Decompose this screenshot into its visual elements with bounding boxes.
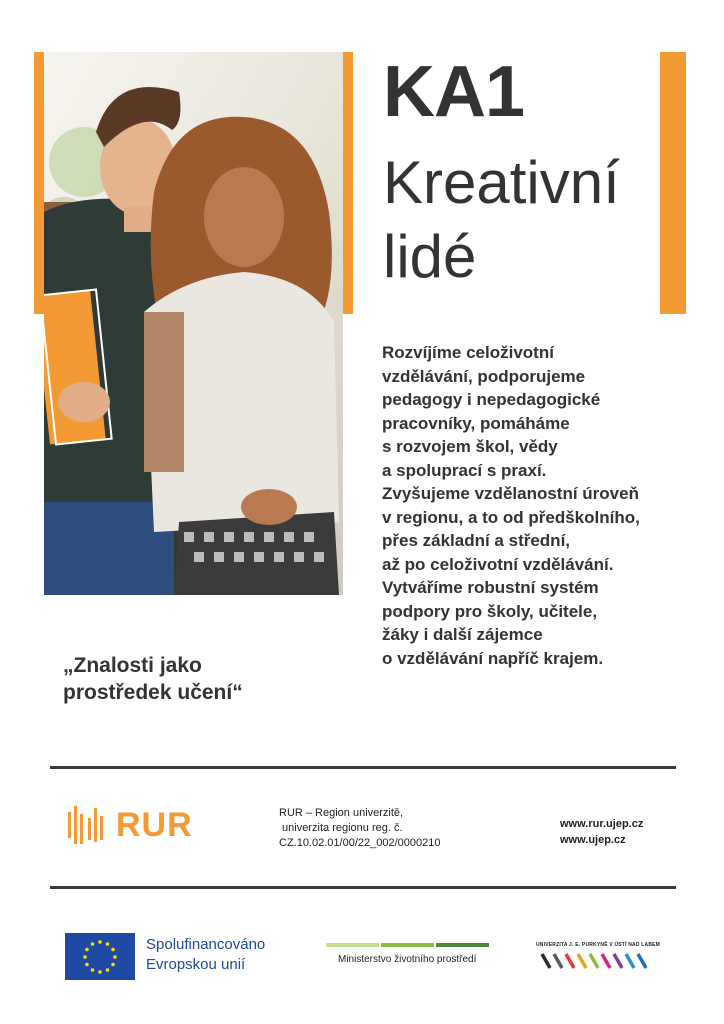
description-line: a spoluprací s praxí. — [382, 460, 547, 480]
two-students-photo-icon — [44, 52, 343, 595]
title-subtitle — [383, 146, 620, 294]
divider-bottom — [50, 886, 676, 889]
ujep-name: UNIVERZITA J. E. PURKYNĚ V ÚSTÍ NAD LABEM — [536, 942, 661, 948]
ministry-line-light — [326, 943, 379, 947]
ministry-name: Ministerstvo životního prostředí — [338, 954, 477, 965]
eu-text-line-2: Evropskou unií — [146, 956, 246, 973]
orange-accent-left — [34, 52, 44, 314]
description-line: až po celoživotní vzdělávání. — [382, 554, 614, 574]
project-info-line: RUR – Region univerzitě, — [279, 807, 404, 819]
eu-stars — [83, 940, 117, 974]
ministry-line-dark — [436, 943, 489, 947]
eu-text-line-1: Spolufinancováno — [146, 936, 266, 953]
link-ujep[interactable]: www.ujep.cz — [560, 834, 626, 846]
quote-line-2: prostředek učení“ — [63, 681, 243, 704]
title-ka1: KA1 — [383, 52, 525, 132]
orange-accent-photo-right — [343, 52, 353, 314]
website-links — [560, 816, 643, 848]
title-line-2: lidé — [383, 223, 477, 290]
description-line: žáky i další zájemce — [382, 625, 543, 644]
description-line: vzdělávání, podporujeme — [382, 366, 586, 386]
eu-flag — [65, 933, 135, 980]
description-line: přes základní a střední, — [382, 531, 571, 550]
quote-line-1: „Znalosti jako — [63, 654, 202, 677]
link-rur[interactable]: www.rur.ujep.cz — [560, 818, 644, 830]
ministry-line-mid — [381, 943, 434, 947]
eu-flag-icon — [65, 933, 135, 980]
rur-logo-icon — [66, 802, 106, 848]
project-info — [279, 806, 440, 851]
quote — [63, 652, 243, 706]
divider-top — [50, 766, 676, 769]
rur-logo — [66, 802, 193, 848]
description-line: pedagogy i nepedagogické — [382, 390, 601, 409]
project-info-line: CZ.10.02.01/00/22_002/0000210 — [279, 837, 441, 849]
eu-funding-text — [146, 935, 265, 975]
orange-accent-title-right — [660, 52, 686, 314]
description-paragraph — [382, 341, 682, 670]
description-line: o vzdělávání napříč krajem. — [382, 648, 604, 668]
title-line-1: Kreativní — [383, 149, 620, 216]
rur-logo-text: RUR — [116, 805, 193, 844]
description-line: podpory pro školy, učitele, — [382, 601, 598, 621]
description-line: pracovníky, pomáháme — [382, 413, 570, 433]
project-info-line: univerzita regionu reg. č. — [279, 822, 403, 834]
ujep-stripes-icon — [540, 952, 655, 970]
description-line: v regionu, a to od předškolního, — [382, 507, 640, 527]
description-line: Vytváříme robustní systém — [382, 578, 599, 597]
ministry-logo-lines — [326, 943, 489, 947]
students-photo — [44, 52, 343, 595]
description-line: s rozvojem škol, vědy — [382, 437, 558, 456]
description-line: Zvyšujeme vzdělanostní úroveň — [382, 484, 639, 503]
description-line: Rozvíjíme celoživotní — [382, 343, 554, 362]
